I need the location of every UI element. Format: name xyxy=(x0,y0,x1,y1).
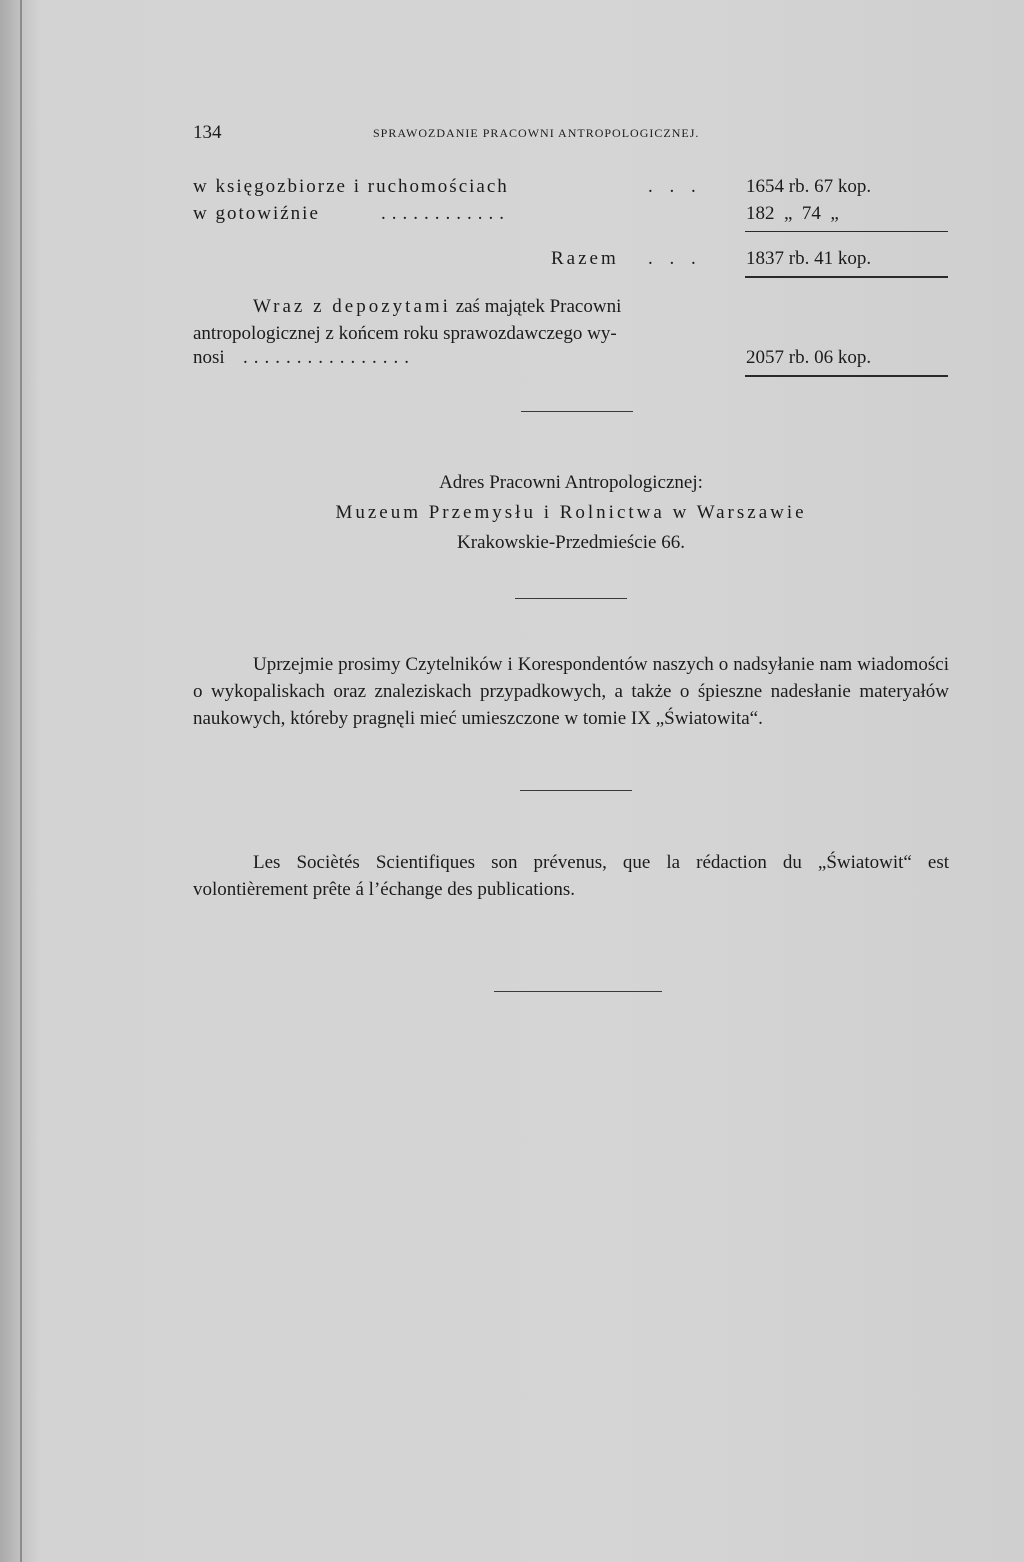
separator-rule xyxy=(520,790,632,791)
page-spine-line xyxy=(20,0,22,1562)
total-label: Razem xyxy=(551,248,619,269)
sum-rule xyxy=(745,231,948,232)
address-block xyxy=(193,468,949,558)
ledger-value: 1654 rb. 67 kop. xyxy=(746,176,872,197)
ledger-row-cash xyxy=(193,203,949,229)
page-number: 134 xyxy=(193,122,222,143)
address-institution: Muzeum Przemysłu i Rolnictwa w Warszawie xyxy=(335,502,807,523)
total-rule xyxy=(745,276,948,278)
ledger-label: w gotowiźnie xyxy=(193,203,320,224)
deposits-value: 2057 rb. 06 kop. xyxy=(746,347,872,368)
request-text: Uprzejmie prosimy Czytelników i Korespondentów naszych o nadsyłanie nam wiadomości o wykopaliskach oraz znaleziskach przypadkowych, a także o śpieszne nadesłanie materyałów naukowych, któreby pragnęli mieć umieszczone w tomie IX „Światowita“. xyxy=(193,654,949,729)
deposits-line3: nosi xyxy=(193,347,225,368)
page-header xyxy=(193,122,949,146)
leader-dots: . . . xyxy=(648,248,702,269)
separator-rule xyxy=(515,598,627,599)
running-title: SPRAWOZDANIE PRACOWNI ANTROPOLOGICZNEJ. xyxy=(373,126,700,140)
french-notice-text: Les Sociètés Scientifiques son prévenus, que la rédaction du „Światowit“ est volontièrement prête á l’échange des publications. xyxy=(193,852,949,900)
separator-rule xyxy=(494,991,662,992)
deposits-line2: antropologicznej z końcem roku sprawozdawczego wy- xyxy=(193,323,617,344)
separator-rule xyxy=(521,411,633,412)
french-notice-paragraph xyxy=(193,849,949,903)
total-value: 1837 rb. 41 kop. xyxy=(746,248,872,269)
deposits-total-row xyxy=(193,347,949,373)
ledger-row-total xyxy=(193,248,949,274)
leader-dots: . . . xyxy=(648,176,702,197)
deposits-paragraph xyxy=(193,293,949,347)
ledger-label: w księgozbiorze i ruchomościach xyxy=(193,176,509,197)
address-title: Adres Pracowni Antropologicznej: xyxy=(439,472,703,493)
ledger-row-books xyxy=(193,176,949,202)
leader-dots: ............ xyxy=(381,203,510,224)
leader-dots: ................ xyxy=(243,347,415,368)
ledger-value: 182 „ 74 „ xyxy=(746,203,839,224)
deposits-lead: Wraz z depozytami xyxy=(253,296,451,317)
request-paragraph xyxy=(193,651,949,732)
deposits-rule xyxy=(745,375,948,377)
deposits-line1: zaś majątek Pracowni xyxy=(450,296,622,317)
address-street: Krakowskie-Przedmieście 66. xyxy=(457,532,685,553)
